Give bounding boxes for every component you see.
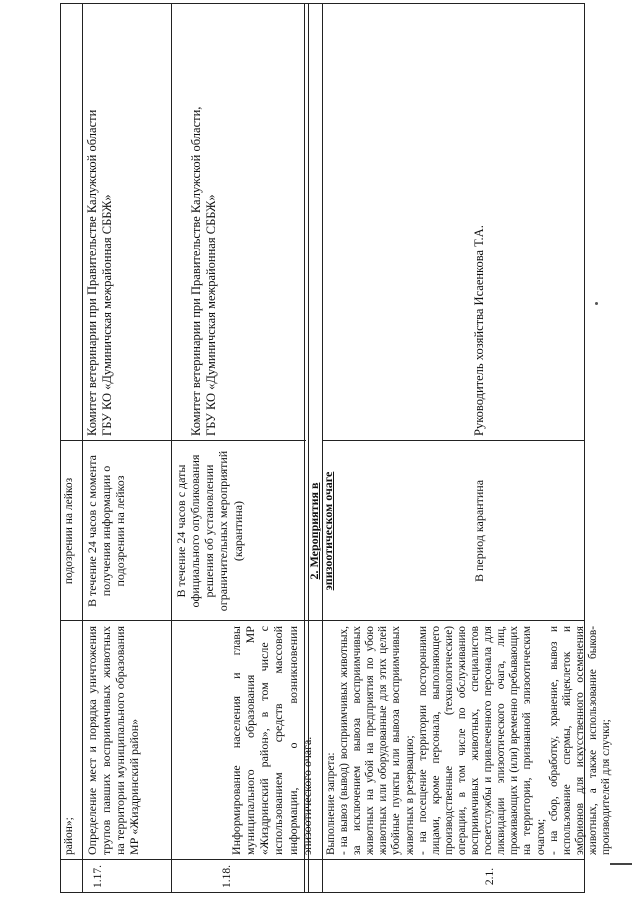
row-number: 1.18. [221,865,233,888]
scan-mark [610,863,632,865]
row-timing: В период карантина [472,479,486,583]
row-responsible: Комитет ветеринарии при Правительстве Калужской области ГБУ КО «Думиничская межрайонная СББЖ» [85,109,114,436]
row-number: 2.1. [484,867,496,886]
section-title [307,441,335,621]
row-activity: Выполнение запрета: - на вывоз (вывод) восприимчивых животных, за исключением вывоза восприимчивых животных на убой на предприятия по убою животных или оборудованные для этих целей убойные пункты или вывоза восприимчивых животных в резервацию; - на посещение территории посторонними лицами, кроме персонала, выполняющего производственные (технологические) операции, в том числе по обслуживанию восприимчивых животных, специалистов госветслужбы и привлеченного персонала для ликвидации эпизоотического очага, лиц, проживающих и (или) временно пребывающих на территории, признанной эпизоотическим очагом; - на сбор, обработку, хранение, вывоз и использование спермы, яйцеклеток и эмбрионов для искусственного осеменения животных, а также использование быков-производителей для случки; [325,626,612,855]
row-number: 1.17. [92,865,104,888]
row-timing: В течение 24 часов с момента получения информации о подозрении на лейкоз [85,455,128,607]
row-responsible: Комитет ветеринарии при Правительстве Калужской области, ГБУ КО «Думиничская межрайонная СББЖ» [189,106,218,436]
top-row-timing: подозрении на лейкоз [63,477,75,585]
scan-speck [595,302,598,305]
top-row-activity: район»; [63,817,75,855]
row-activity: Информирование населения и главы муниципального образования МР «Жиздринский район», в том числе с использованием средств массовой информации, о возникновении эпизоотического очага. [229,626,314,855]
measures-table [60,3,612,893]
row-timing: В течение 24 часов с даты официального опубликования решения об установлении ограничительных мероприятий (карантина) [174,450,245,612]
section-title-text: 2. Мероприятия в эпизоотическом очаге [307,471,335,591]
row-responsible: Руководитель хозяйства Исаенкова Т.А. [472,225,486,436]
row-activity: Определение мест и порядка уничтожения трупов павших восприимчивых животных на территории муниципального образования МР «Жиздринский район» [85,626,142,855]
